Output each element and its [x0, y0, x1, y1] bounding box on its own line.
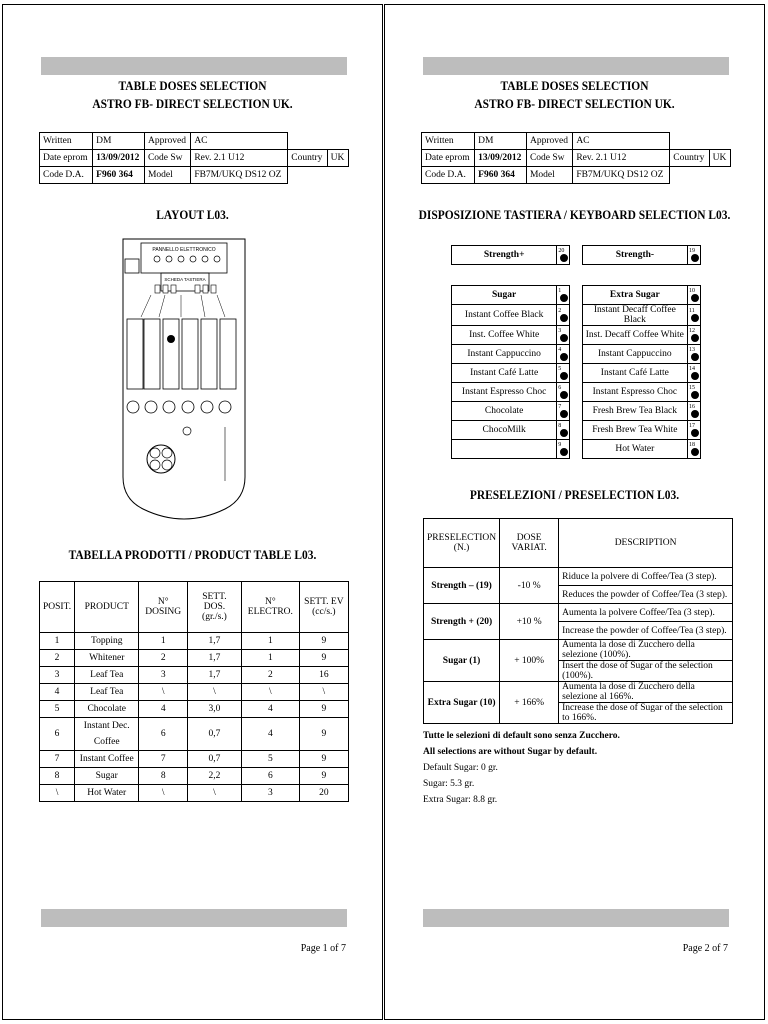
meta-approved-label: Approved — [144, 133, 190, 150]
note-extra-sugar: Extra Sugar: 8.8 gr. — [423, 795, 498, 805]
meta-empty — [327, 133, 348, 150]
key-label: Instant Espresso Choc — [452, 383, 557, 402]
table-row — [40, 751, 349, 768]
note-sugar: Sugar: 5.3 gr. — [423, 779, 475, 789]
meta-country: UK — [709, 150, 730, 167]
key-number — [557, 286, 570, 305]
meta-model: FB7M/UKQ DS12 OZ — [573, 167, 670, 184]
key-number-text: 1 — [558, 288, 562, 294]
table-cell: \ — [188, 785, 242, 802]
key-number — [557, 440, 570, 459]
key-number — [557, 421, 570, 440]
meta-empty — [709, 167, 730, 184]
description-english: Insert the dose of Sugar of the selection (100%). — [559, 661, 733, 682]
meta-date-label: Date eprom — [40, 150, 93, 167]
table-cell: 1,7 — [188, 667, 242, 684]
table-cell: 3 — [241, 785, 299, 802]
table-cell: \ — [139, 785, 188, 802]
spacer — [570, 305, 582, 326]
key-button-icon — [560, 353, 568, 361]
table-row — [40, 768, 349, 785]
meta-empty — [288, 167, 327, 184]
key-number — [557, 305, 570, 326]
meta-approved: AC — [573, 133, 670, 150]
table-cell: 1 — [241, 650, 299, 667]
product-col-header: PRODUCT — [75, 582, 139, 633]
table-cell: 16 — [299, 667, 348, 684]
key-number — [687, 402, 700, 421]
key-button-icon — [560, 372, 568, 380]
meta-empty — [670, 133, 709, 150]
table-cell: 1,7 — [188, 633, 242, 650]
key-label: Hot Water — [582, 440, 687, 459]
key-label: Fresh Brew Tea White — [582, 421, 687, 440]
preselection-name: Extra Sugar (10) — [424, 682, 500, 724]
table-cell: 9 — [299, 633, 348, 650]
preselection-col-header: DESCRIPTION — [559, 519, 733, 568]
page-1 — [2, 4, 383, 1020]
key-button-icon — [560, 294, 568, 302]
key-number-text: 14 — [688, 366, 695, 372]
meta-codesw: Rev. 2.1 U12 — [191, 150, 288, 167]
meta-written: DM — [475, 133, 527, 150]
key-button-icon — [560, 429, 568, 437]
table-cell: Topping — [75, 633, 139, 650]
table-cell: 1 — [40, 633, 75, 650]
table-cell: 1,7 — [188, 650, 242, 667]
description-italian: Aumenta la dose di Zucchero della selezione al 166%. — [559, 682, 733, 703]
spacer — [570, 286, 582, 305]
table-cell: 2 — [40, 650, 75, 667]
key-number — [687, 364, 700, 383]
meta-empty — [709, 133, 730, 150]
key-label: Instant Espresso Choc — [582, 383, 687, 402]
meta-written: DM — [93, 133, 145, 150]
header-bar — [41, 57, 347, 75]
key-number — [557, 364, 570, 383]
table-cell: Leaf Tea — [75, 667, 139, 684]
key-button-icon — [560, 391, 568, 399]
meta-date-label: Date eprom — [422, 150, 475, 167]
spacer — [570, 345, 582, 364]
meta-codesw: Rev. 2.1 U12 — [573, 150, 670, 167]
key-button-icon — [560, 410, 568, 418]
layout-title: LAYOUT L03. — [156, 207, 229, 222]
table-row — [40, 701, 349, 718]
key-number-text: 3 — [558, 328, 562, 334]
meta-empty — [327, 167, 348, 184]
key-label: Instant Decaff Coffee Black — [582, 305, 687, 326]
table-row — [40, 785, 349, 802]
key-button-icon — [691, 334, 699, 342]
product-col-header: POSIT. — [40, 582, 75, 633]
table-cell: Sugar — [75, 768, 139, 785]
meta-codeda: F960 364 — [93, 167, 145, 184]
key-label: Sugar — [452, 286, 557, 305]
keyboard-row — [452, 305, 701, 326]
keyboard-row — [452, 421, 701, 440]
key-label: Chocolate — [452, 402, 557, 421]
preselection-name: Strength + (20) — [424, 604, 500, 640]
description-italian: Aumenta la polvere Coffee/Tea (3 step). — [559, 604, 733, 622]
meta-country-label: Country — [670, 150, 709, 167]
doc-title: TABLE DOSES SELECTION — [118, 78, 267, 93]
meta-model-label: Model — [144, 167, 190, 184]
key-label: Extra Sugar — [582, 286, 687, 305]
key-number-text: 13 — [688, 347, 695, 353]
meta-empty — [670, 167, 709, 184]
key-label: Instant Café Latte — [452, 364, 557, 383]
doc-subtitle: ASTRO FB- DIRECT SELECTION UK. — [474, 96, 675, 111]
table-cell: 4 — [241, 718, 299, 751]
note-default-sugar: Default Sugar: 0 gr. — [423, 763, 498, 773]
key-button-icon — [560, 254, 568, 262]
table-cell: Chocolate — [75, 701, 139, 718]
table-row — [40, 667, 349, 684]
table-cell: 9 — [299, 701, 348, 718]
key-button-icon — [691, 410, 699, 418]
table-cell: 9 — [299, 768, 348, 785]
table-cell: Hot Water — [75, 785, 139, 802]
note-italian: Tutte le selezioni di default sono senza Zucchero. — [423, 731, 620, 741]
spacer — [570, 402, 582, 421]
table-cell: 0,7 — [188, 718, 242, 751]
key-label: ChocoMilk — [452, 421, 557, 440]
spacer — [570, 421, 582, 440]
key-label — [452, 440, 557, 459]
meta-written-label: Written — [422, 133, 475, 150]
meta-table — [421, 132, 731, 184]
meta-empty — [288, 133, 327, 150]
meta-codesw-label: Code Sw — [526, 150, 572, 167]
table-row — [424, 568, 733, 586]
meta-codesw-label: Code Sw — [144, 150, 190, 167]
table-cell: 6 — [241, 768, 299, 785]
key-number — [557, 402, 570, 421]
table-cell: 6 — [40, 718, 75, 751]
key-number — [687, 326, 700, 345]
meta-country-label: Country — [288, 150, 327, 167]
meta-date: 13/09/2012 — [93, 150, 145, 167]
key-button-icon — [691, 429, 699, 437]
table-cell: \ — [241, 684, 299, 701]
keyboard-row — [452, 402, 701, 421]
doc-title: TABLE DOSES SELECTION — [500, 78, 649, 93]
table-cell: 6 — [139, 718, 188, 751]
table-cell: 20 — [299, 785, 348, 802]
table-row — [40, 684, 349, 701]
meta-model-label: Model — [526, 167, 572, 184]
key-button-icon — [691, 372, 699, 380]
key-label: Instant Cappuccino — [582, 345, 687, 364]
table-row — [40, 650, 349, 667]
keyboard-row — [452, 383, 701, 402]
key-button-icon — [691, 353, 699, 361]
meta-table — [39, 132, 349, 184]
key-number-text: 8 — [558, 423, 562, 429]
header-bar — [423, 57, 729, 75]
key-strength-minus: Strength- — [582, 246, 687, 265]
key-number-text: 9 — [558, 442, 562, 448]
preselection-col-header: DOSE VARIAT. — [500, 519, 559, 568]
spacer — [570, 364, 582, 383]
key-number — [687, 286, 700, 305]
meta-codeda-label: Code D.A. — [422, 167, 475, 184]
key-button-icon — [560, 448, 568, 456]
key-number-text: 5 — [558, 366, 562, 372]
product-col-header: SETT. DOS. (gr./s.) — [188, 582, 242, 633]
table-cell: \ — [299, 684, 348, 701]
key-number — [557, 326, 570, 345]
key-number — [687, 305, 700, 326]
key-number — [557, 345, 570, 364]
key-number-text: 15 — [688, 385, 695, 391]
page-2 — [384, 4, 765, 1020]
table-cell: 7 — [139, 751, 188, 768]
keyboard-row — [452, 326, 701, 345]
table-cell: 4 — [139, 701, 188, 718]
keyboard-row — [452, 286, 701, 305]
table-cell: Leaf Tea — [75, 684, 139, 701]
product-table-title: TABELLA PRODOTTI / PRODUCT TABLE L03. — [68, 547, 317, 562]
key-number — [687, 246, 700, 265]
meta-approved-label: Approved — [526, 133, 572, 150]
keyboard-row — [452, 364, 701, 383]
meta-model: FB7M/UKQ DS12 OZ — [191, 167, 288, 184]
description-english: Reduces the powder of Coffee/Tea (3 step). — [559, 586, 733, 604]
preselection-title: PRESELEZIONI / PRESELECTION L03. — [469, 487, 680, 502]
table-cell: 2,2 — [188, 768, 242, 785]
key-number — [687, 421, 700, 440]
meta-written-label: Written — [40, 133, 93, 150]
table-cell: 9 — [299, 751, 348, 768]
key-number — [557, 246, 570, 265]
key-number-text: 20 — [558, 248, 565, 254]
product-col-header: N° DOSING — [139, 582, 188, 633]
table-cell: 7 — [40, 751, 75, 768]
machine-layout-diagram — [121, 237, 247, 529]
table-cell: 9 — [299, 718, 348, 751]
notes — [423, 728, 620, 808]
board-label: SCHEDA TASTIERA — [164, 277, 206, 282]
table-row — [40, 718, 349, 751]
preselection-col-header: PRESELECTION (N.) — [424, 519, 500, 568]
strength-keys-table — [451, 245, 701, 265]
key-label: Instant Cappuccino — [452, 345, 557, 364]
key-number-text: 19 — [688, 248, 695, 254]
spacer — [570, 326, 582, 345]
product-table — [39, 581, 349, 802]
key-button-icon — [560, 314, 568, 322]
key-button-icon — [691, 448, 699, 456]
key-label: Instant Café Latte — [582, 364, 687, 383]
table-cell: \ — [40, 785, 75, 802]
key-number — [687, 345, 700, 364]
table-cell: 0,7 — [188, 751, 242, 768]
table-cell: Instant Dec. Coffee — [75, 718, 139, 751]
keyboard-row — [452, 440, 701, 459]
dose-variation: + 100% — [500, 640, 559, 682]
dose-variation: -10 % — [500, 568, 559, 604]
key-number-text: 6 — [558, 385, 562, 391]
table-cell: 9 — [299, 650, 348, 667]
meta-codeda: F960 364 — [475, 167, 527, 184]
table-cell: Instant Coffee — [75, 751, 139, 768]
key-number-text: 12 — [688, 328, 695, 334]
key-strength-plus: Strength+ — [452, 246, 557, 265]
page-number: Page 1 of 7 — [300, 943, 346, 954]
key-button-icon — [691, 254, 699, 262]
spacer — [570, 440, 582, 459]
key-button-icon — [691, 391, 699, 399]
table-cell: 5 — [40, 701, 75, 718]
table-cell: 8 — [139, 768, 188, 785]
table-row — [424, 640, 733, 661]
meta-approved: AC — [191, 133, 288, 150]
dose-variation: +10 % — [500, 604, 559, 640]
keyboard-table — [451, 285, 701, 459]
key-number-text: 4 — [558, 347, 562, 353]
table-cell: \ — [139, 684, 188, 701]
table-cell: 3,0 — [188, 701, 242, 718]
key-number-text: 16 — [688, 404, 695, 410]
table-cell: 4 — [241, 701, 299, 718]
table-cell: 1 — [139, 633, 188, 650]
keyboard-row — [452, 345, 701, 364]
key-number — [557, 383, 570, 402]
key-label: Instant Coffee Black — [452, 305, 557, 326]
note-english: All selections are without Sugar by default. — [423, 747, 598, 757]
keyboard-title: DISPOSIZIONE TASTIERA / KEYBOARD SELECTION L03. — [418, 207, 731, 222]
dose-variation: + 166% — [500, 682, 559, 724]
page-number: Page 2 of 7 — [682, 943, 728, 954]
table-cell: 8 — [40, 768, 75, 785]
panel-label: PANNELLO ELETTRONICO — [152, 247, 216, 253]
spacer — [570, 383, 582, 402]
key-number — [687, 383, 700, 402]
table-cell: \ — [188, 684, 242, 701]
table-row — [424, 604, 733, 622]
key-number — [687, 440, 700, 459]
meta-date: 13/09/2012 — [475, 150, 527, 167]
table-cell: 1 — [241, 633, 299, 650]
key-number-text: 17 — [688, 423, 695, 429]
table-cell: 2 — [241, 667, 299, 684]
description-english: Increase the powder of Coffee/Tea (3 step). — [559, 622, 733, 640]
description-italian: Riduce la polvere di Coffee/Tea (3 step). — [559, 568, 733, 586]
preselection-name: Strength – (19) — [424, 568, 500, 604]
key-label: Fresh Brew Tea Black — [582, 402, 687, 421]
description-english: Increase the dose of Sugar of the selection to 166%. — [559, 703, 733, 724]
preselection-name: Sugar (1) — [424, 640, 500, 682]
spacer — [570, 246, 582, 265]
table-cell: 5 — [241, 751, 299, 768]
meta-country: UK — [327, 150, 348, 167]
product-col-header: N° ELECTRO. — [241, 582, 299, 633]
table-cell: 4 — [40, 684, 75, 701]
table-row — [40, 633, 349, 650]
product-col-header: SETT. EV (cc/s.) — [299, 582, 348, 633]
table-cell: 2 — [139, 650, 188, 667]
preselection-table — [423, 518, 733, 724]
footer-bar — [41, 909, 347, 927]
key-button-icon — [691, 314, 699, 322]
table-cell: 3 — [139, 667, 188, 684]
doc-subtitle: ASTRO FB- DIRECT SELECTION UK. — [92, 96, 293, 111]
key-label: Inst. Coffee White — [452, 326, 557, 345]
key-button-icon — [560, 334, 568, 342]
meta-codeda-label: Code D.A. — [40, 167, 93, 184]
key-number-text: 2 — [558, 308, 562, 314]
key-number-text: 10 — [688, 288, 695, 294]
key-number-text: 11 — [688, 308, 695, 314]
table-row — [424, 682, 733, 703]
key-number-text: 7 — [558, 404, 562, 410]
key-label: Inst. Decaff Coffee White — [582, 326, 687, 345]
table-cell: 3 — [40, 667, 75, 684]
footer-bar — [423, 909, 729, 927]
key-number-text: 18 — [688, 442, 695, 448]
table-cell: Whitener — [75, 650, 139, 667]
description-italian: Aumenta la dose di Zucchero della selezione (100%). — [559, 640, 733, 661]
key-button-icon — [691, 294, 699, 302]
